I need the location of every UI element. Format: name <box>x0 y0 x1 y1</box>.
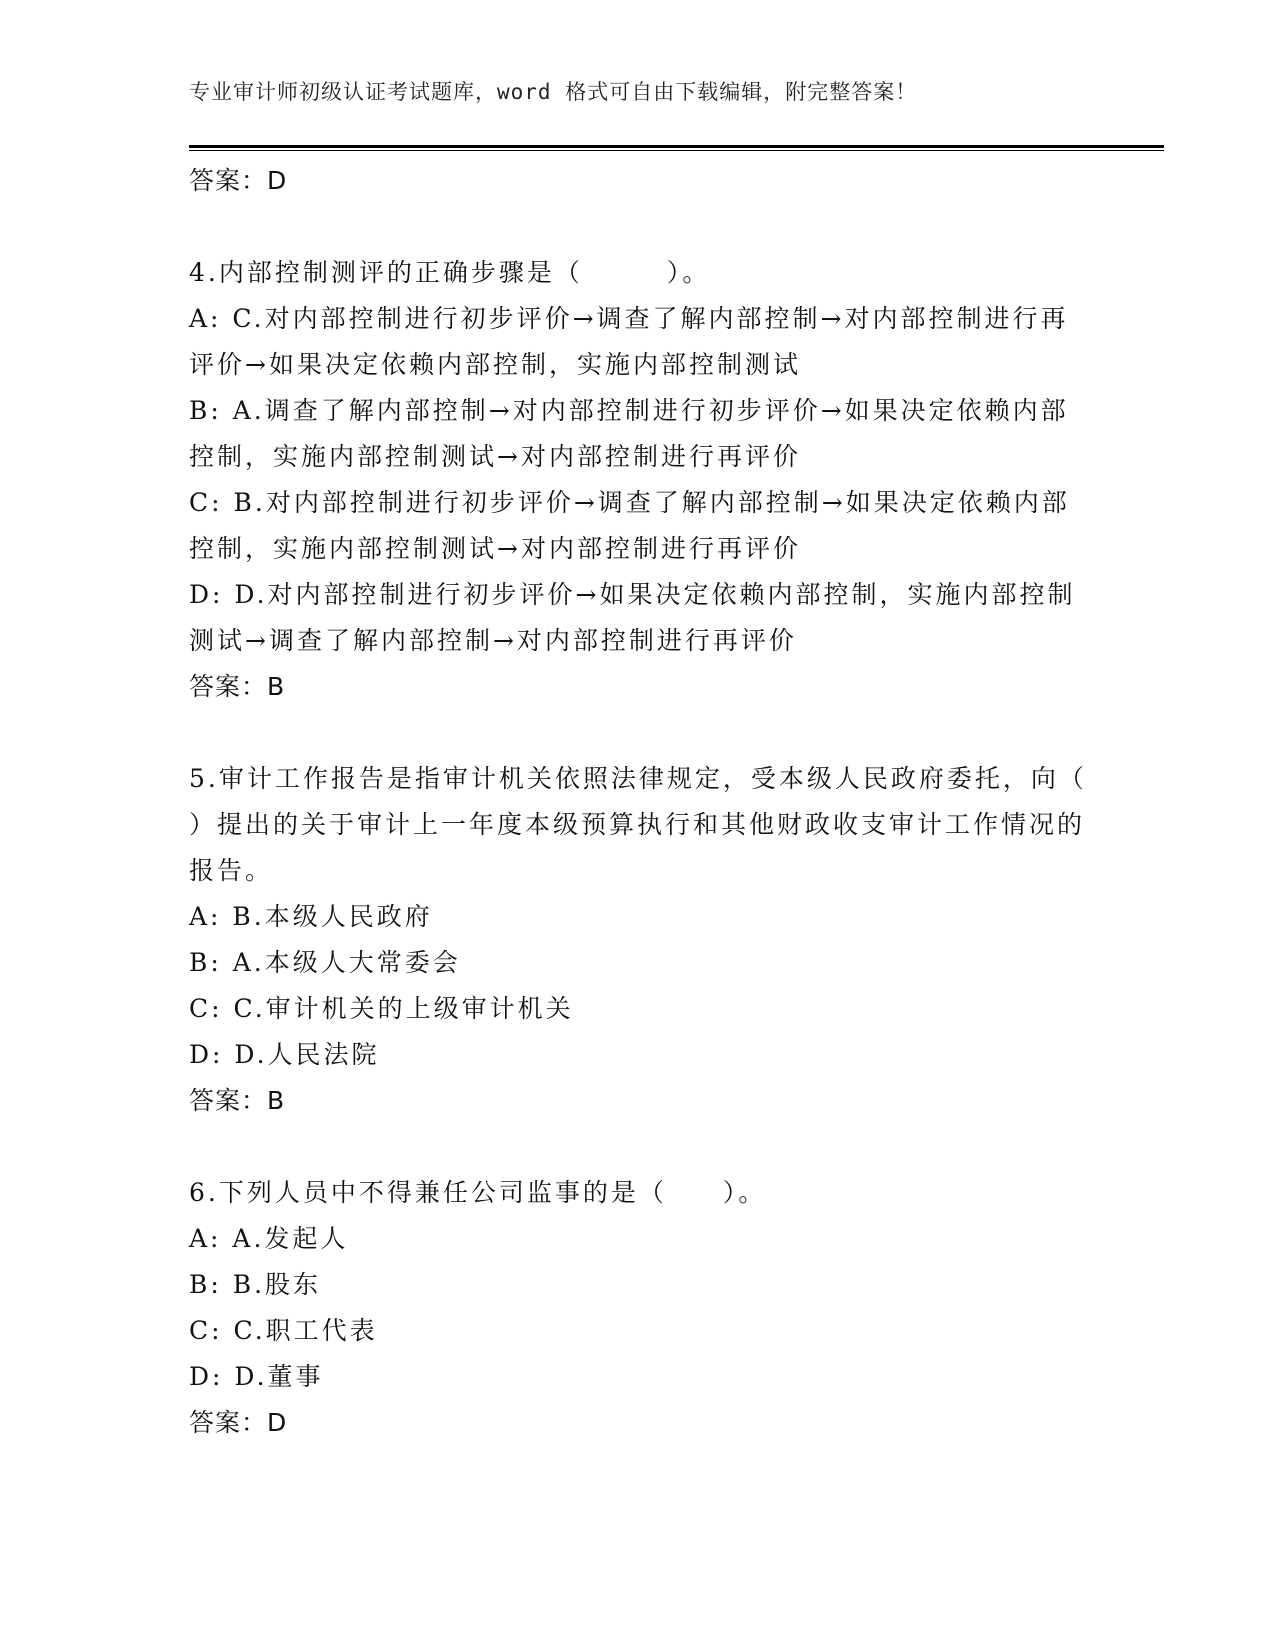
option-c: C: B.对内部控制进行初步评价→调查了解内部控制→如果决定依赖内部控制，实施内部控制测试→对内部控制进行再评价 <box>189 488 1070 563</box>
option-b: B: A.本级人大常委会 <box>189 948 461 977</box>
option-c: C: C.职工代表 <box>189 1316 378 1345</box>
answer-line: 答案：B <box>189 672 286 701</box>
header-divider-thin <box>189 150 1164 151</box>
option-a: A: C.对内部控制进行初步评价→调查了解内部控制→对内部控制进行再评价→如果决定依赖内部控制，实施内部控制测试 <box>189 304 1069 379</box>
page-header-text: 专业审计师初级认证考试题库，word 格式可自由下载编辑，附完整答案！ <box>189 80 918 104</box>
question-list <box>189 158 1143 1446</box>
question-block-5 <box>189 756 1143 1124</box>
option-d: D: D.对内部控制进行初步评价→如果决定依赖内部控制，实施内部控制测试→调查了解内部控制→对内部控制进行再评价 <box>189 580 1076 655</box>
option-a: A: B.本级人民政府 <box>189 902 433 931</box>
header-divider-thick <box>189 145 1164 148</box>
option-a: A: A.发起人 <box>189 1224 349 1253</box>
option-c: C: C.审计机关的上级审计机关 <box>189 994 574 1023</box>
option-b: B: A.调查了解内部控制→对内部控制进行初步评价→如果决定依赖内部控制，实施内部控制测试→对内部控制进行再评价 <box>189 396 1069 471</box>
question-block-6 <box>189 1170 1089 1446</box>
option-d: D: D.人民法院 <box>189 1040 380 1069</box>
question-stem: 6.下列人员中不得兼任公司监事的是（ ）。 <box>189 1178 767 1207</box>
previous-answer: 答案：D <box>189 166 288 195</box>
question-stem: 5.审计工作报告是指审计机关依照法律规定，受本级人民政府委托，向（ ）提出的关于审计上一年度本级预算执行和其他财政收支审计工作情况的报告。 <box>189 764 1143 885</box>
question-block-4 <box>189 250 1089 710</box>
question-stem: 4.内部控制测评的正确步骤是（ ）。 <box>189 258 711 287</box>
answer-line: 答案：B <box>189 1086 286 1115</box>
option-d: D: D.董事 <box>189 1362 324 1391</box>
option-b: B: B.股东 <box>189 1270 322 1299</box>
answer-line: 答案：D <box>189 1408 288 1437</box>
